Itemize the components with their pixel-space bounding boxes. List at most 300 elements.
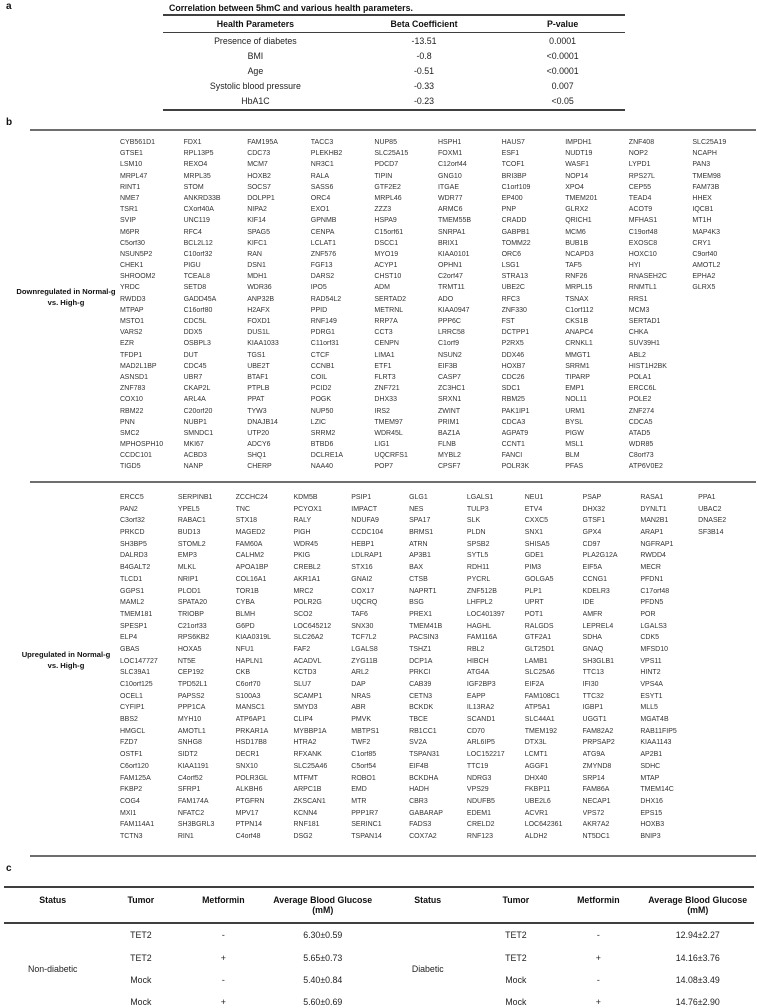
gene-cell: HHEX	[692, 194, 712, 202]
gene-cell: LGALS8	[351, 645, 378, 653]
glucose-value-cell: 14.16±3.76	[675, 952, 720, 963]
gene-cell: SLC25A15	[374, 150, 409, 158]
gene-cell: RINT1	[120, 183, 141, 191]
gene-cell: PPA1	[698, 494, 716, 501]
tumor-cell: Mock	[505, 974, 527, 985]
gene-cell: RBL2	[466, 645, 485, 653]
upregulated-label: Upregulated in Normal-g vs. High-g	[21, 650, 111, 670]
gene-cell: TMEM98	[692, 172, 721, 180]
gene-cell: POLR3GL	[235, 774, 268, 782]
gene-cell: SH3BP5	[120, 540, 147, 548]
gene-cell: PMVK	[351, 716, 372, 724]
gene-cell: CCDC104	[351, 529, 384, 537]
gene-cell: ACADVL	[293, 657, 322, 665]
gene-cell: FGF13	[310, 262, 333, 270]
gene-cell: PRKAR1A	[235, 727, 269, 735]
gene-cell: CYB561D1	[120, 139, 156, 146]
gene-cell: CHKA	[628, 329, 649, 337]
gene-cell: ATG4A	[466, 669, 490, 677]
gene-cell: IGF2BP3	[466, 681, 496, 688]
gene-cell: PFAS	[565, 463, 584, 471]
gene-cell: C1orf85	[351, 751, 377, 759]
gene-cell: SLU7	[293, 681, 311, 688]
upregulated-gene-grid	[120, 494, 756, 845]
gene-cell: C5orf30	[120, 239, 145, 247]
gene-cell: ZNF408	[628, 139, 655, 146]
gene-cell	[692, 385, 756, 396]
gene-cell: SNX30	[351, 622, 374, 630]
gene-cell: KIAA0101	[437, 250, 470, 258]
gene-cell: CDCA3	[501, 418, 526, 426]
gene-cell: RPS27L	[628, 172, 655, 180]
gene-cell: MPHOSPH10	[120, 441, 164, 449]
gene-cell	[692, 352, 756, 363]
gene-cell: MTPAP	[120, 306, 144, 314]
gene-cell: RWDD4	[640, 552, 666, 560]
gene-cell: TMEM201	[565, 194, 598, 202]
gene-cell: ZNF512B	[466, 587, 497, 595]
gene-cell: ZNF330	[501, 306, 527, 314]
gene-cell: ADCY6	[247, 441, 271, 449]
gene-cell: C11orf31	[310, 340, 340, 348]
gene-cell: ZYG11B	[351, 657, 378, 665]
gene-cell: C5orf54	[351, 762, 377, 770]
gene-cell: SF3B14	[698, 529, 724, 537]
gene-cell: LOC642361	[524, 821, 563, 829]
gene-cell: NFATC2	[177, 809, 205, 817]
gene-cell: PIGU	[183, 262, 201, 270]
gene-cell: SMC2	[120, 429, 140, 437]
gene-cell: NUP50	[310, 407, 334, 415]
gene-cell: FAF2	[293, 645, 311, 653]
gene-cell: WASF1	[565, 161, 590, 169]
gene-cell: TTC19	[466, 762, 489, 770]
gene-cell	[692, 463, 756, 474]
gene-cell: EIF4B	[409, 762, 429, 770]
gene-cell: TCTN3	[120, 832, 143, 840]
gene-cell: FANCI	[501, 452, 523, 460]
gene-cell: TACC3	[310, 139, 334, 146]
gene-cell: FLRT3	[374, 373, 396, 381]
gene-cell: MANSC1	[235, 704, 265, 712]
gene-cell: MPV17	[235, 809, 259, 817]
gene-cell: PLP1	[524, 587, 542, 595]
gene-cell	[698, 786, 756, 798]
gene-cell: MYH10	[177, 716, 202, 724]
gene-cell: BTAF1	[247, 373, 269, 381]
gene-cell: NR3C1	[310, 161, 334, 169]
gene-cell: GDE1	[524, 552, 544, 560]
gene-cell	[698, 552, 756, 564]
tumor-cell: Mock	[505, 997, 527, 1008]
gene-cell: POP7	[374, 463, 394, 471]
gene-cell: NOP2	[628, 150, 648, 158]
gene-cell: KIAA0319L	[235, 634, 272, 642]
gene-cell: UNC119	[183, 217, 210, 225]
gene-cell: BSG	[409, 599, 424, 607]
gene-cell: ATP6AP1	[235, 716, 266, 724]
gene-cell: RPL13P5	[183, 150, 214, 158]
gene-cell: CKB	[235, 669, 251, 677]
gene-cell: SERTAD2	[374, 295, 407, 303]
gene-cell	[692, 408, 756, 419]
gene-cell: LGALS1	[466, 494, 494, 501]
gene-cell: MXI1	[120, 809, 137, 817]
gene-cell: ATP5A1	[524, 704, 551, 712]
gene-cell: CENPN	[374, 340, 399, 348]
gene-cell: C10orf125	[120, 681, 153, 688]
tumor-cell: Mock	[130, 974, 152, 985]
gene-cell: AGPAT9	[501, 429, 529, 437]
gene-cell: RNMTL1	[628, 284, 657, 292]
gene-cell: HAPLN1	[235, 657, 263, 665]
gene-cell	[692, 374, 756, 385]
gene-cell: ALDH2	[524, 832, 548, 840]
gene-cell: STX18	[235, 517, 258, 525]
gene-cell: FOXM1	[437, 150, 463, 158]
gene-cell: RASA1	[640, 494, 664, 501]
gene-cell: KCTD3	[293, 669, 317, 677]
gene-cell: BAX	[409, 564, 424, 572]
gene-cell: SPA17	[409, 517, 431, 525]
gene-cell: UQCRFS1	[374, 452, 408, 460]
gene-cell: KDM5B	[293, 494, 318, 501]
gene-cell: ZNF576	[310, 250, 337, 258]
gene-cell: PRKCD	[120, 529, 145, 537]
gene-cell: BRIX1	[437, 239, 459, 247]
gene-cell: MRPL46	[374, 194, 402, 202]
gene-cell: BUD13	[177, 529, 201, 537]
gene-cell: STX16	[351, 564, 373, 572]
gene-cell: LOC401397	[466, 610, 505, 618]
gene-cell: MFHAS1	[628, 217, 658, 225]
gene-cell: HOXC10	[628, 250, 657, 258]
gene-cell: ARMC6	[437, 206, 463, 214]
gene-cell: BCKDHA	[409, 774, 439, 782]
gene-cell: CKAP2L	[183, 385, 211, 393]
gene-cell: HAUS7	[501, 139, 525, 146]
gene-cell: UGGT1	[582, 716, 607, 724]
gene-cell: CYFIP1	[120, 704, 145, 712]
gene-cell	[692, 296, 756, 307]
tumor-cell: TET2	[130, 952, 152, 963]
gene-cell: DNASE2	[698, 517, 727, 525]
gene-cell: FAM82A2	[582, 727, 614, 735]
glucose-header-cell: Status	[4, 886, 102, 924]
gene-cell: SUV39H1	[628, 340, 660, 348]
gene-cell: EIF5A	[582, 564, 602, 572]
gene-cell: TRMT11	[437, 284, 465, 292]
gene-cell: ETF1	[374, 362, 392, 370]
gene-cell: MAML2	[120, 599, 145, 607]
gene-cell: MLL5	[640, 704, 658, 712]
gene-cell: CHEK1	[120, 262, 144, 270]
downregulated-label: Downregulated in Normal-g vs. High-g	[16, 287, 116, 307]
gene-cell: GNAQ	[582, 645, 604, 653]
gene-cell	[692, 419, 756, 430]
glucose-value-cell: 5.60±0.69	[303, 997, 343, 1008]
health-cell: -0.23	[413, 96, 435, 107]
gene-cell: RNF149	[310, 318, 337, 325]
gene-cell: DUS1L	[247, 329, 270, 337]
gene-cell: SCAND1	[466, 716, 496, 724]
gene-cell: CRNKL1	[565, 340, 593, 348]
gene-cell: ACYP1	[374, 262, 398, 270]
gene-cell: S100A3	[235, 692, 261, 700]
gene-cell: SH3GLB1	[582, 657, 615, 665]
gene-cell: HIBCH	[466, 657, 489, 665]
gene-cell: RRS1	[628, 295, 648, 303]
gene-cell: TLCD1	[120, 575, 143, 583]
gene-cell: MRPL47	[120, 172, 148, 180]
gene-cell: POGK	[310, 396, 332, 404]
gene-cell	[698, 611, 756, 623]
gene-cell: SHROOM2	[120, 273, 156, 281]
gene-cell: EZR	[120, 340, 134, 348]
gene-cell: ARAP1	[640, 529, 664, 537]
gene-cell: P2RX5	[501, 340, 524, 348]
metformin-cell: +	[220, 997, 226, 1008]
gene-cell: UPRT	[524, 599, 544, 607]
gene-cell: TWF2	[351, 739, 371, 747]
gene-cell: PKIG	[293, 552, 311, 560]
gene-cell: FAM116A	[466, 634, 498, 642]
gene-cell: RFC3	[501, 295, 520, 303]
health-cell: Presence of diabetes	[214, 35, 297, 46]
gene-cell: RAD54L2	[310, 295, 342, 303]
glucose-value-cell: 14.08±3.49	[675, 974, 720, 985]
gene-cell: SERINC1	[351, 821, 382, 829]
gene-cell: EXO1	[310, 206, 330, 214]
gene-cell	[698, 821, 756, 833]
gene-cell: LGALS3	[640, 622, 667, 630]
gene-cell: KIF14	[247, 217, 266, 225]
gene-cell: COIL	[310, 373, 328, 381]
gene-cell: SLC44A1	[524, 716, 555, 724]
gene-cell: ZMYND8	[582, 762, 612, 770]
gene-cell: RIN1	[177, 832, 194, 840]
gene-cell: CEP192	[177, 669, 204, 677]
gene-cell: RNASEH2C	[628, 273, 667, 281]
gene-cell: EPS15	[640, 809, 663, 817]
health-cell: -0.51	[413, 65, 435, 76]
gene-cell: NGFRAP1	[640, 540, 674, 548]
gene-cell: COL16A1	[235, 575, 267, 583]
gene-cell: NFU1	[235, 645, 254, 653]
gene-cell: MAGED2	[235, 529, 266, 537]
gene-cell: ETV4	[524, 505, 543, 513]
gene-cell: TSR1	[120, 206, 138, 214]
panel-a-label: a	[6, 1, 12, 12]
health-cell: BMI	[247, 50, 264, 61]
glucose-header-cell: Metformin	[180, 886, 266, 924]
gene-cell: GLRX5	[692, 284, 716, 292]
gene-cell: B4GALT2	[120, 564, 151, 572]
gene-cell: SNHG8	[177, 739, 202, 747]
gene-cell: SNRPA1	[437, 228, 466, 236]
gene-cell: CCNT1	[501, 441, 525, 449]
gene-cell	[692, 318, 756, 329]
gene-cell: LZIC	[310, 418, 326, 426]
gene-cell: FAM73B	[692, 183, 720, 191]
gene-cell: CENPA	[310, 228, 335, 236]
gene-cell: CRY1	[692, 239, 711, 247]
gene-cell: MAP4K3	[692, 228, 721, 236]
gene-cell: WDR85	[628, 441, 654, 449]
gene-cell: NAA40	[310, 463, 333, 471]
gene-cell: ZCCHC24	[235, 494, 268, 501]
gene-cell: NCAPD3	[565, 250, 594, 258]
glucose-table-diabetic	[379, 886, 754, 1008]
gene-cell: EAPP	[466, 692, 486, 700]
gene-cell: DYNLT1	[640, 505, 667, 513]
gene-cell: CRADD	[501, 217, 527, 225]
gene-cell: ANKRD33B	[183, 194, 221, 202]
gene-cell: ZWINT	[437, 407, 461, 415]
status-cell: Diabetic	[411, 963, 444, 974]
panel-b-label: b	[6, 117, 13, 128]
health-cell: -0.33	[413, 81, 435, 92]
gene-cell: LOC152217	[466, 751, 505, 759]
gene-cell: MFSD10	[640, 645, 668, 653]
gene-cell: CXorf40A	[183, 206, 214, 214]
gene-cell: PAPSS2	[177, 692, 205, 700]
gene-cell: SRXN1	[437, 396, 462, 404]
gene-cell: TPD52L1	[177, 681, 208, 688]
gene-cell: PAN3	[692, 161, 711, 169]
metformin-cell: +	[595, 952, 601, 963]
gene-cell: C2orf47	[437, 273, 463, 281]
gene-cell: NDUFB5	[466, 797, 495, 805]
gene-cell: PAK1IP1	[501, 407, 530, 415]
gene-cell: G6PD	[235, 622, 255, 630]
gene-cell: CCDC101	[120, 452, 152, 460]
gene-cell: GBAS	[120, 645, 140, 653]
gene-cell: RNF26	[565, 273, 588, 281]
gene-cell: DOLPP1	[247, 194, 275, 202]
gene-cell: STOM	[183, 183, 204, 191]
health-table	[163, 14, 625, 111]
gene-cell: RPS6KB2	[177, 634, 210, 642]
gene-cell: TTC32	[582, 692, 604, 700]
gene-cell: LOC147727	[120, 657, 158, 665]
gene-cell: SMNDC1	[183, 429, 214, 437]
gene-cell: DAP	[351, 681, 366, 688]
gene-cell: ZZZ3	[374, 206, 392, 214]
gene-cell: C12orf44	[437, 161, 467, 169]
gene-cell: EDEM1	[466, 809, 492, 817]
tumor-cell: Mock	[130, 997, 152, 1008]
gene-cell: NOL11	[565, 396, 587, 404]
gene-cell	[692, 307, 756, 318]
gene-cell: MTAP	[640, 774, 660, 782]
gene-cell: DCP1A	[409, 657, 433, 665]
gene-cell: FAM125A	[120, 774, 151, 782]
gene-cell: TSPAN31	[409, 751, 440, 759]
gene-cell	[698, 833, 756, 845]
health-header-pvalue: P-value	[500, 15, 625, 33]
gene-cell	[692, 329, 756, 340]
gene-cell: CXXC5	[524, 517, 549, 525]
panel-b-middle-rule	[30, 481, 756, 483]
gene-cell: SRRM2	[310, 429, 336, 437]
gene-cell: POT1	[524, 610, 544, 618]
gene-cell: HSPH1	[437, 139, 462, 146]
gene-cell: CCT3	[374, 329, 393, 337]
gene-cell: ORC4	[310, 194, 331, 202]
gene-cell: FOXD1	[247, 318, 271, 325]
gene-cell: GPNMB	[310, 217, 337, 225]
gene-cell: RAN	[247, 250, 262, 258]
gene-cell	[698, 775, 756, 787]
gene-cell: VPS72	[582, 809, 605, 817]
gene-cell: NUDT19	[565, 150, 593, 158]
gene-cell: PFDN1	[640, 575, 664, 583]
gene-cell: UBE2T	[247, 362, 270, 370]
gene-cell: ACBD3	[183, 452, 207, 460]
gene-cell: HADH	[409, 786, 429, 794]
gene-cell: COX17	[351, 587, 375, 595]
gene-cell: TAF5	[565, 262, 582, 270]
gene-cell: POLE2	[628, 396, 652, 404]
gene-cell: C20orf20	[183, 407, 213, 415]
gene-cell: LSG1	[501, 262, 520, 270]
panel-c-label: c	[6, 863, 12, 874]
gene-cell: CDK5	[640, 634, 660, 642]
gene-cell: FADS3	[409, 821, 432, 829]
gene-cell: PLEKHB2	[310, 150, 343, 158]
gene-cell: SNX10	[235, 762, 258, 770]
gene-cell: PCID2	[310, 385, 332, 393]
gene-cell	[692, 441, 756, 452]
gene-cell: AKR7A2	[582, 821, 610, 829]
gene-cell: DSG2	[293, 832, 313, 840]
gene-cell: ANAPC4	[565, 329, 594, 337]
gene-cell: AP3B1	[409, 552, 431, 560]
gene-cell	[698, 588, 756, 600]
gene-cell: NRIP1	[177, 575, 199, 583]
gene-cell	[698, 693, 756, 705]
gene-cell	[698, 646, 756, 658]
gene-cell: DHX32	[582, 505, 606, 513]
gene-cell: IFI30	[582, 681, 599, 688]
gene-cell: PFDN5	[640, 599, 664, 607]
gene-cell: CYBA	[235, 599, 255, 607]
gene-cell: GTSE1	[120, 150, 143, 158]
status-cell: Non-diabetic	[28, 963, 78, 974]
gene-cell: FAM114A1	[120, 821, 155, 829]
gene-cell: PPAT	[247, 396, 265, 404]
gene-cell: FZD7	[120, 739, 138, 747]
gene-cell: C21orf33	[177, 622, 207, 630]
gene-cell: DDX5	[183, 329, 203, 337]
gene-cell: AMFR	[582, 610, 603, 618]
gene-cell: RFC4	[183, 228, 202, 236]
gene-cell: SETD8	[183, 284, 207, 292]
metformin-cell: -	[221, 930, 225, 941]
gene-cell: SRRM1	[565, 362, 590, 370]
glucose-header-cell: Tumor	[477, 886, 556, 924]
gene-cell: DARS2	[310, 273, 335, 281]
glucose-header-cell: Average Blood Glucose (mM)	[267, 886, 380, 924]
gene-cell: GABPB1	[501, 228, 530, 236]
gene-cell: CEP55	[628, 183, 651, 191]
gene-cell: ATRN	[409, 540, 428, 548]
gene-cell: IRS2	[374, 407, 390, 415]
gene-cell: FAM60A	[235, 540, 263, 548]
gene-cell: ROBO1	[351, 774, 376, 782]
gene-cell: UQCRQ	[351, 599, 378, 607]
